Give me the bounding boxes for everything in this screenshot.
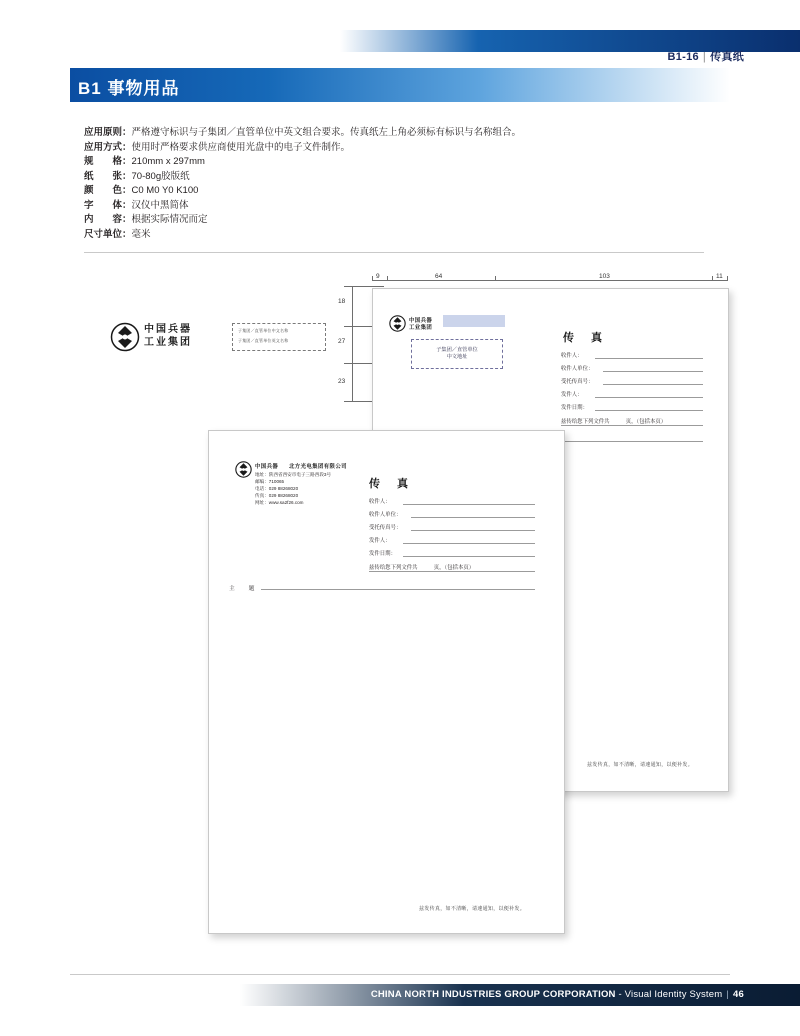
logo-placeholder-box	[232, 323, 326, 351]
spec-item	[84, 126, 704, 141]
divider-top	[84, 252, 704, 253]
spec-list	[84, 126, 704, 242]
address-placeholder-box	[411, 339, 503, 369]
field-label: 收件人：	[561, 353, 583, 359]
fax-heading: 传 真	[369, 478, 411, 490]
spec-key: 尺寸单位：	[84, 228, 132, 240]
dimension-tick	[495, 276, 496, 281]
spec-key: 颜 色：	[84, 185, 132, 196]
spec-value: 根据实际情况而定	[131, 214, 208, 225]
spec-item	[84, 184, 704, 199]
field-label: 受托传真号：	[369, 525, 402, 531]
sheet-logo-en-block	[443, 315, 505, 327]
field-rule	[403, 504, 535, 505]
dimension-label-left: 18	[338, 298, 346, 305]
spec-key: 应用方式：	[84, 141, 132, 153]
field-label: 发件人：	[369, 538, 391, 544]
spec-key: 字 体：	[84, 199, 132, 211]
footer-text	[371, 989, 744, 1000]
sheet-logo-cn-line1: 中国兵器	[409, 318, 433, 324]
field-rule	[411, 530, 535, 531]
logo-cn-line2: 工业集团	[144, 337, 192, 348]
logo-placeholder-line1: 子集团／直管单位中文名称	[238, 328, 289, 333]
field-rule	[411, 517, 535, 518]
dimension-tick	[372, 276, 373, 281]
field-rule	[369, 571, 535, 572]
field-label: 发件人：	[561, 392, 583, 398]
spec-key: 规 格：	[84, 156, 132, 167]
field-rule	[595, 397, 703, 398]
logo-placeholder-line2: 子集团／直管单位英文名称	[238, 338, 289, 343]
header-section-label	[667, 48, 744, 64]
footer-company: CHINA NORTH INDUSTRIES GROUP CORPORATION	[370, 989, 616, 1000]
spec-item	[84, 199, 704, 214]
field-rule	[595, 358, 703, 359]
spec-key: 应用原则：	[84, 127, 132, 138]
footer-page-number: 46	[733, 989, 744, 1000]
address-line: 邮编：710065	[255, 479, 285, 484]
field-rule	[603, 384, 703, 385]
address-line: 电话：029 88268020	[255, 486, 299, 491]
spec-value: 汉仪中黑简体	[131, 199, 189, 211]
page-title	[78, 74, 179, 99]
footer-system: - Visual Identity System	[618, 989, 723, 1000]
spec-key: 内 容：	[84, 214, 132, 225]
subject-rule	[261, 589, 535, 590]
address-placeholder-line1: 子集团／直管单位	[436, 346, 478, 353]
spec-item	[84, 213, 704, 228]
logo-sample	[110, 320, 325, 356]
logo-chinese-name	[144, 323, 192, 349]
dimension-label-top: 103	[599, 273, 610, 280]
dimension-label-top: 11	[716, 273, 723, 280]
spec-value: 使用时严格要求供应商使用光盘中的电子文件制作。	[131, 141, 351, 153]
spec-value: 毫米	[131, 228, 151, 240]
field-label: 收件人单位：	[369, 512, 402, 518]
field-rule	[403, 543, 535, 544]
field-label: 受托传真号：	[561, 379, 594, 385]
dimension-label-left: 27	[338, 338, 346, 345]
address-line: 传真：029 88268020	[255, 493, 299, 498]
title-label: 事物用品	[107, 79, 180, 98]
dimension-tick	[387, 276, 388, 281]
sheet-footer-note: 兹发传真，如不清晰，请速通知，以便补发。	[419, 906, 526, 912]
spec-value: 210mm x 297mm	[131, 156, 205, 167]
field-label: 发件日期：	[561, 405, 588, 411]
address-line: 网址：www.sa2f26.com	[255, 500, 304, 505]
header-section-name: 传真纸	[710, 51, 744, 63]
dimension-label-top: 64	[435, 273, 443, 280]
brand-logo-icon	[110, 322, 140, 352]
header-separator: |	[702, 51, 707, 63]
spec-value: 70-80g胶版纸	[131, 170, 190, 182]
brand-logo-icon	[235, 461, 252, 478]
dimension-label-left: 23	[338, 378, 346, 385]
dimension-tick	[727, 276, 728, 281]
footer-separator: |	[726, 989, 730, 1000]
dimension-tick	[712, 276, 713, 281]
field-rule	[403, 556, 535, 557]
field-rule	[595, 410, 703, 411]
brand-logo-icon	[389, 315, 406, 332]
sheet-footer-note: 兹发传真，如不清晰，请速通知，以便补发。	[587, 762, 694, 768]
address-placeholder-line2: 中文地址	[446, 354, 468, 360]
field-rule	[561, 425, 703, 426]
dimension-ruler-left	[352, 286, 353, 401]
sheet-logo-cn: 中国兵器	[255, 464, 279, 470]
sheet-company-name: 北方光电集团有限公司	[289, 464, 347, 470]
address-line: 地址：陕西省西安市电子三路西段3号	[255, 472, 332, 477]
spec-value: 严格遵守标识与子集团／直管单位中英文组合要求。传真纸左上角必须标有标识与名称组合。	[131, 127, 522, 138]
spec-value: C0 M0 Y0 K100	[131, 185, 199, 196]
subject-label: 主 题	[229, 586, 259, 592]
spec-item	[84, 141, 704, 156]
spec-key: 纸 张：	[84, 170, 132, 182]
dimension-label-top: 9	[376, 273, 380, 280]
title-code: B1	[78, 79, 102, 98]
spec-item	[84, 170, 704, 185]
fax-sheet-example	[208, 430, 565, 934]
artwork-area	[0, 258, 800, 958]
header-section-code: B1-16	[667, 51, 699, 63]
field-label: 收件人：	[369, 499, 391, 505]
sheet-logo-cn-line2: 工业集团	[409, 325, 433, 331]
dimension-guide	[344, 286, 384, 287]
divider-bottom	[70, 974, 730, 975]
field-label-page-count: 兹传给您下列文件共 页，（包括本页）	[369, 565, 475, 571]
field-label: 发件日期：	[369, 551, 396, 557]
logo-cn-line1: 中国兵器	[144, 324, 192, 335]
field-rule	[603, 371, 703, 372]
field-label-page-count: 兹传给您下列文件共 页，（包括本页）	[561, 419, 667, 425]
fax-heading: 传 真	[563, 332, 605, 344]
field-label: 收件人单位：	[561, 366, 594, 372]
dimension-ruler-top	[372, 280, 727, 281]
spec-item	[84, 155, 704, 170]
spec-item	[84, 228, 704, 243]
